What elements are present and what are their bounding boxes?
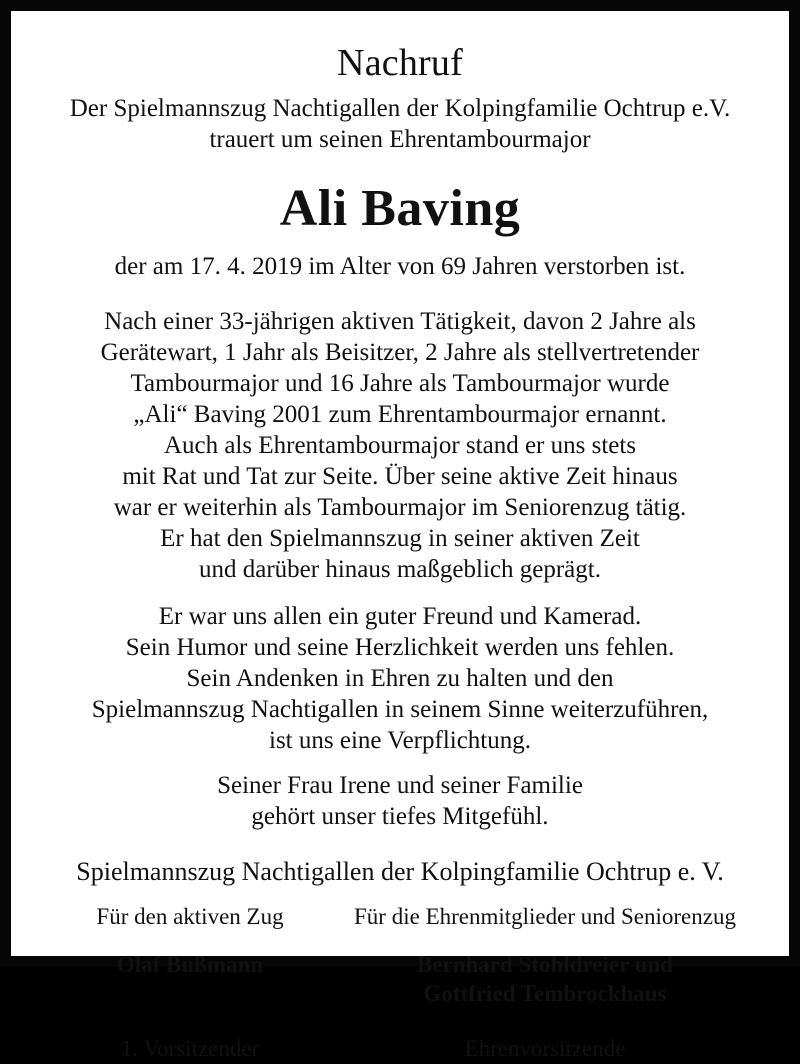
body-line: Er hat den Spielmannszug in seiner aktiven Zeit	[160, 525, 640, 552]
body-line: Auch als Ehrentambourmajor stand er uns stets	[163, 432, 637, 459]
body-line: „Ali“ Baving 2001 zum Ehrentambourmajor ernannt.	[133, 401, 667, 428]
body-line: war er weiterhin als Tambourmajor im Seniorenzug tätig.	[113, 494, 687, 521]
obituary-notice	[11, 11, 789, 1061]
body-line: Sein Humor und seine Herzlichkeit werden uns fehlen.	[125, 634, 675, 661]
body-line: und darüber hinaus maßgeblich geprägt.	[199, 556, 601, 583]
organisation-name: Spielmannszug Nachtigallen der Kolpingfamilie Ochtrup e. V.	[76, 857, 724, 886]
signature-block	[39, 902, 761, 1064]
body-line: Spielmannszug Nachtigallen in seinem Sinne weiterzuführen,	[91, 696, 709, 723]
body-line: Nach einer 33-jährigen aktiven Tätigkeit, davon 2 Jahre als	[104, 308, 696, 335]
signatory-name-right-2: Gottfried Tembrockhaus	[423, 981, 667, 1006]
signatory-name-right-1: Bernhard Stohldreier und	[416, 952, 674, 977]
death-date-line: der am 17. 4. 2019 im Alter von 69 Jahren verstorben ist.	[114, 253, 686, 280]
body-line: Er war uns allen ein guter Freund und Kamerad.	[158, 603, 642, 630]
page-title: Nachruf	[337, 42, 463, 84]
body-paragraph-1	[101, 306, 700, 585]
signature-heading-right: Für die Ehrenmitglieder und Seniorenzug	[354, 904, 736, 929]
signatory-name-left-1: Olaf Bußmann	[116, 952, 264, 977]
signature-heading-left: Für den aktiven Zug	[96, 904, 284, 929]
body-line: Seiner Frau Irene und seiner Familie	[217, 772, 583, 799]
signatory-role-right: Ehrenvorsitzende	[464, 1036, 626, 1061]
signature-column-honorary-members	[335, 902, 755, 1064]
body-paragraph-2	[92, 601, 709, 756]
intro-line-2: trauert um seinen Ehrentambourmajor	[209, 126, 591, 153]
signature-column-active-zug	[45, 902, 335, 1064]
body-line: mit Rat und Tat zur Seite. Über seine aktive Zeit hinaus	[122, 463, 678, 490]
intro-line-1: Der Spielmannszug Nachtigallen der Kolpingfamilie Ochtrup e.V.	[69, 95, 731, 122]
body-line: Tambourmajor und 16 Jahre als Tambourmajor wurde	[130, 370, 670, 397]
body-line: Sein Andenken in Ehren zu halten und den	[186, 665, 614, 692]
signatory-role-left: 1. Vorsitzender	[120, 1036, 260, 1061]
body-line: Gerätewart, 1 Jahr als Beisitzer, 2 Jahre als stellvertretender	[100, 339, 700, 366]
body-line: ist uns eine Verpflichtung.	[269, 727, 531, 754]
deceased-name: Ali Baving	[279, 180, 521, 237]
body-paragraph-3	[217, 770, 583, 832]
body-line: gehört unser tiefes Mitgefühl.	[251, 803, 549, 830]
